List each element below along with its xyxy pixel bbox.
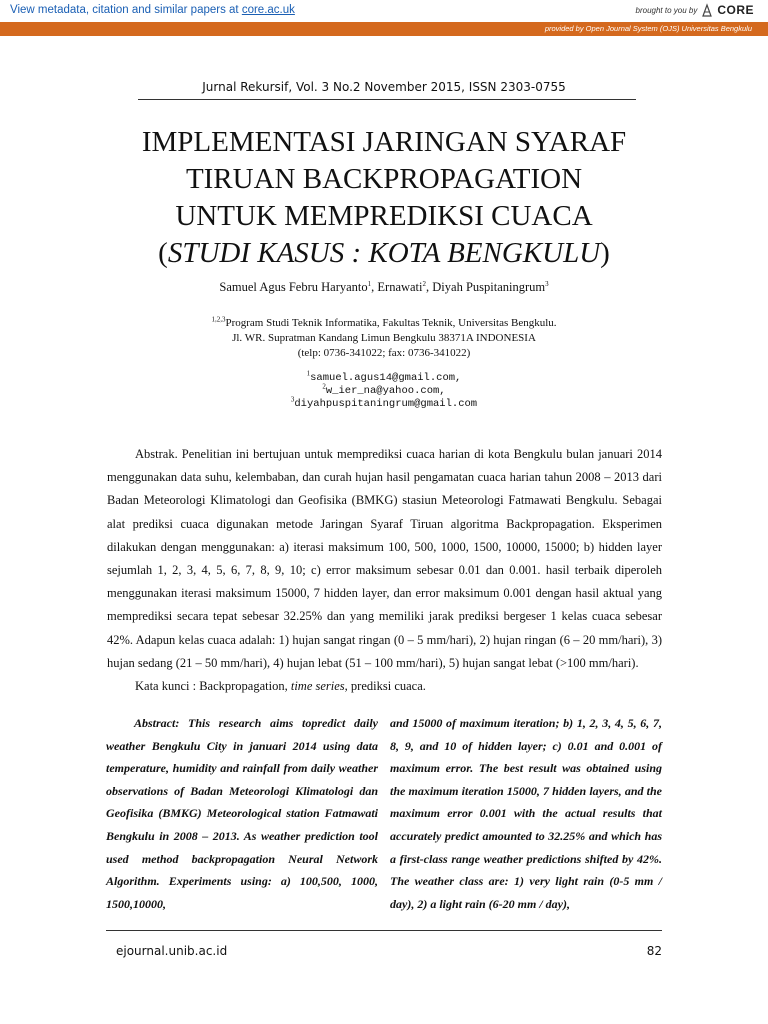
title-line-4 [60,235,708,272]
author-3-sup: 3 [545,279,549,288]
journal-header: Jurnal Rekursif, Vol. 3 No.2 November 2015, ISSN 2303-0755 [202,80,566,94]
kata-kunci-prefix: Kata kunci : Backpropagation, [135,679,291,694]
brought-by-text: brought to you by [635,5,698,15]
core-name: CORE [717,3,754,17]
title-subtitle: STUDI KASUS : KOTA BENGKULU [167,237,601,269]
abstract-en-left-column [106,712,378,915]
title-line-1: IMPLEMENTASI JARINGAN SYARAF [141,126,627,158]
email-2[interactable] [0,382,768,398]
header-divider [138,99,636,100]
abstrak-section [107,443,662,698]
paper-title [60,124,708,272]
provided-by-bar [0,22,768,36]
email-1-sup: 1 [306,369,311,378]
author-2: Ernawati [377,280,423,294]
email-2-address[interactable]: w_ier_na@yahoo.com, [325,385,446,397]
email-2-sup: 2 [322,382,326,391]
affiliation-program [0,316,768,331]
affiliation-program-text: Program Studi Teknik Informatika, Fakultas Teknik, Universitas Bengkulu. [225,317,557,329]
footer-site: ejournal.unib.ac.id [116,944,228,958]
core-banner [0,0,768,23]
title-line-2: TIRUAN BACKPROPAGATION [185,163,583,195]
email-1-address[interactable]: samuel.agus14@gmail.com, [310,372,462,384]
core-logo-icon [701,3,713,17]
title-paren-close: ) [600,237,610,269]
affiliation [0,316,768,361]
author-1: Samuel Agus Febru Haryanto [219,280,368,294]
author-3: Diyah Puspitaningrum [432,280,546,294]
core-ac-uk-link[interactable]: core.ac.uk [241,4,295,16]
email-3-sup: 3 [290,395,295,404]
email-1[interactable] [0,369,768,385]
affiliation-address: Jl. WR. Supratman Kandang Limun Bengkulu 38371A INDONESIA [232,332,536,344]
metadata-text: View metadata, citation and similar papers at [10,4,242,16]
core-brand[interactable] [636,3,755,17]
footer-divider [106,930,662,931]
author-1-sup: 1 [367,279,372,288]
title-line-3: UNTUK MEMPREDIKSI CUACA [175,200,593,232]
abstract-en-right-text: and 15000 of maximum iteration; b) 1, 2, 3, 4, 5, 6, 7, 8, 9, and 10 of hidden layer; c) 0.01 and 0.001 of maximum error. The best result was obtained using the maximum iteration 15000, 7 hidden layers, and the maximum error 0.001 with the actual results that accurately predict amounted to 32.25% and which has a first-class range weather predictions shifted by 42%. The weather class are: 1) very light rain (0-5 mm / day), 2) a light rain (6-20 mm / day), [390,716,662,911]
kata-kunci-italic: time series, [290,679,348,694]
affiliation-sup: 1,2,3 [211,315,226,324]
author-list [0,280,768,295]
kata-kunci [107,675,662,698]
abstract-en-left-text: Abstract: This research aims topredict daily weather Bengkulu City in januari 2014 using data temperature, humidity and rainfall from daily weather observations of Badan Meteorologi Klimatologi dan Geofisika (BMKG) Meteorological station Fatmawati Bengkulu in 2008 – 2013. As weather prediction tool used method backpropagation Neural Network Algorithm. Experiments using: a) 100,500, 1000, 1500,10000, [106,716,378,911]
affiliation-phone: (telp: 0736-341022; fax: 0736-341022) [297,347,471,359]
metadata-link[interactable] [10,4,295,16]
abstract-en-right-column [390,712,662,915]
author-sep: , [371,280,378,294]
email-list [0,369,768,411]
provided-by-text: provided by Open Journal System (OJS) Universitas Bengkulu [544,24,752,33]
title-paren-open: ( [158,237,168,269]
email-3[interactable] [0,395,768,411]
abstrak-text: Abstrak. Penelitian ini bertujuan untuk memprediksi cuaca harian di kota Bengkulu bulan januari 2014 menggunakan data suhu, kelembaban, dan curah hujan hasil pengamatan cuaca harian tahun 2008 – 2013 dari Badan Meteorologi Klimatologi dan Geofisika (BMKG) stasiun Meteorologi Fatmawati Bengkulu. Sebagai alat prediksi cuaca digunakan metode Jaringan Syaraf Tiruan algoritma Backpropagation. Eksperimen dilakukan dengan menggunakan: a) iterasi maksimum 100, 500, 1000, 1500, 10000, 15000; b) hidden layer sejumlah 1, 2, 3, 4, 5, 6, 7, 8, 9, 10; c) error maksimum sebesar 0.01 dan 0.001. hasil terbaik diperoleh menggunakan iterasi maksimum 15000, 7 hidden layer, dan error maksimum 0.001 dengan hasil aktual yang memprediksi secara tepat sebesar 32.25% dan yang memiliki jarak prediksi bergeser 1 kelas cuaca sebesar 42%. Adapun kelas cuaca adalah: 1) hujan sangat ringan (0 – 5 mm/hari), 2) hujan ringan (6 – 20 mm/hari), 3) hujan sedang (21 – 50 mm/hari), 4) hujan lebat (51 – 100 mm/hari), 5) hujan sangat lebat (>100 mm/hari). [107,447,662,670]
page-number: 82 [646,944,662,958]
email-3-address[interactable]: diyahpuspitaningrum@gmail.com [294,398,478,410]
kata-kunci-suffix: prediksi cuaca. [347,679,426,694]
author-2-sup: 2 [422,279,427,288]
author-sep: , [426,280,433,294]
